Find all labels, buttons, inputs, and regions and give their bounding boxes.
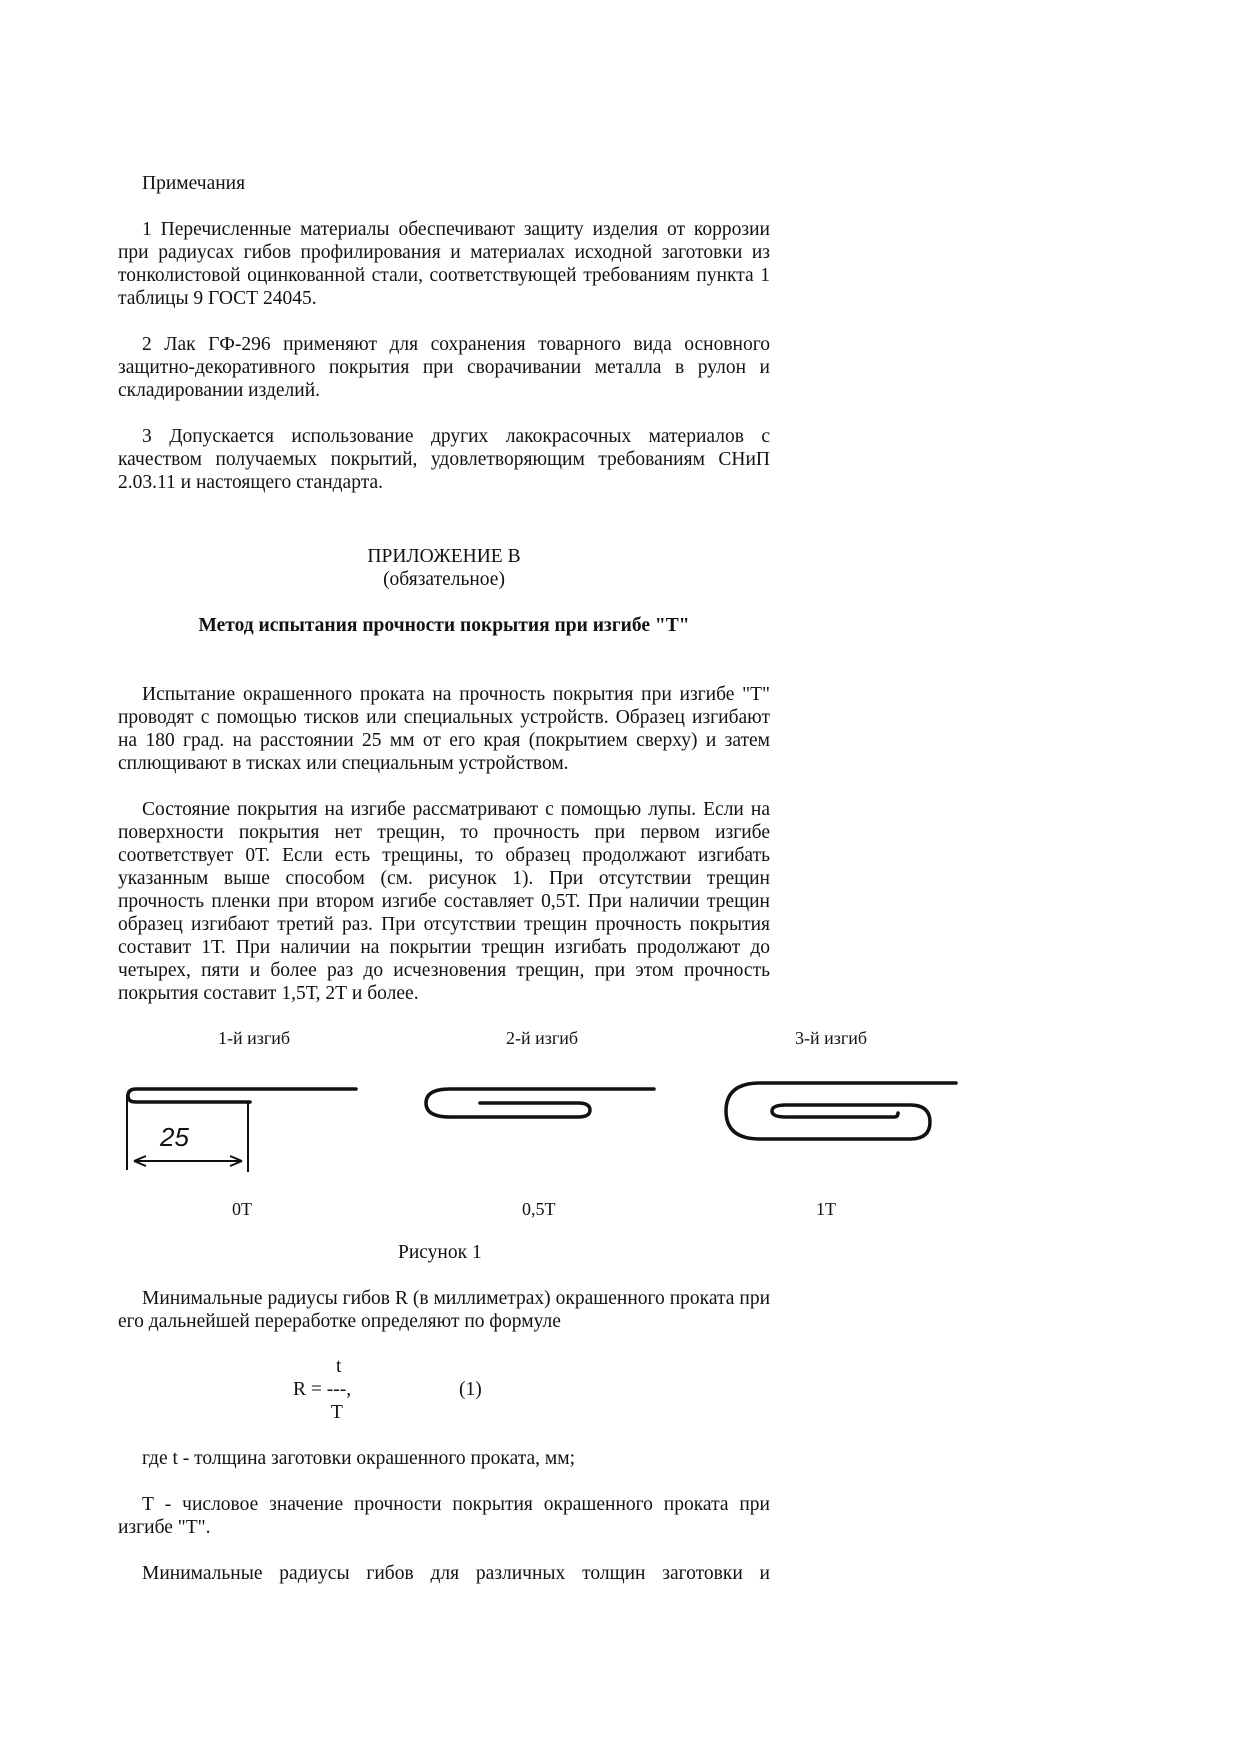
formula-main: R = ---,	[293, 1379, 352, 1400]
paragraph-t-definition: где t - толщина заготовки окрашенного проката, мм;	[142, 1448, 575, 1469]
note-3: 3 Допускается использование других лакокрасочных материалов с качеством получаемых покрытий, удовлетворяющим требованиям СНиП 2.03.11 и настоящего стандарта.	[118, 426, 770, 493]
paragraph-coating-state: Состояние покрытия на изгибе рассматривают с помощью лупы. Если на поверхности покрытия нет трещин, то прочность при первом изгибе соответствует 0Т. Если есть трещины, то образец продолжают изгибать указанным выше способом (см. рисунок 1). При отсутствии трещин прочность пленки при втором изгибе составляет 0,5Т. При наличии трещин образец изгибают третий раз. При отсутствии трещин прочность покрытия составит 1Т. При наличии на покрытии трещин изгибать продолжают до четырех, пяти и более раз до исчезновения трещин, при этом прочность покрытия составит 1,5Т, 2Т и более.	[118, 799, 770, 1004]
note-2: 2 Лак ГФ-296 применяют для сохранения товарного вида основного защитно-декоративного покрытия при сворачивании металла в рулон и складировании изделий.	[118, 334, 770, 401]
bend-2-value: 0,5Т	[522, 1199, 556, 1219]
paragraph-min-radii: Минимальные радиусы гибов для различных толщин заготовки и	[142, 1563, 770, 1584]
notes-title: Примечания	[142, 173, 246, 194]
bend-3-label: 3-й изгиб	[795, 1028, 868, 1048]
figure-caption: Рисунок 1	[398, 1242, 482, 1263]
note-1: 1 Перечисленные материалы обеспечивают защиту изделия от коррозии при радиусах гибов профилирования и материалах исходной заготовки из тонколистовой оцинкованной стали, соответствующей требованиям пункта 1 таблицы 9 ГОСТ 24045.	[118, 219, 770, 309]
paragraph-T-definition: Т - числовое значение прочности покрытия окрашенного проката при изгибе "Т".	[118, 1494, 770, 1538]
appendix-title: ПРИЛОЖЕНИЕ В	[367, 546, 521, 567]
bend-2-label: 2-й изгиб	[506, 1028, 579, 1048]
bend-1-label: 1-й изгиб	[218, 1028, 291, 1048]
appendix-heading: Метод испытания прочности покрытия при изгибе "Т"	[198, 615, 690, 636]
paragraph-radius-intro: Минимальные радиусы гибов R (в миллиметрах) окрашенного проката при его дальнейшей переработке определяют по формуле	[118, 1288, 770, 1332]
bend-2-drawing	[418, 1080, 658, 1140]
formula-numerator: t	[336, 1356, 342, 1377]
bend-3-drawing	[718, 1072, 968, 1152]
appendix-subtitle: (обязательное)	[383, 569, 505, 590]
bend-3-value: 1Т	[816, 1199, 836, 1219]
paragraph-test-method: Испытание окрашенного проката на прочность покрытия при изгибе "Т" проводят с помощью тисков или специальных устройств. Образец изгибают на 180 град. на расстоянии 25 мм от его края (покрытием сверху) и затем сплющивают в тисках или специальным устройством.	[118, 684, 770, 774]
bend-1-value: 0Т	[232, 1199, 252, 1219]
formula-number: (1)	[459, 1379, 482, 1400]
bend-1-drawing	[120, 1080, 360, 1190]
dimension-25-label: 25	[160, 1122, 189, 1152]
formula-denominator: Т	[331, 1402, 343, 1423]
